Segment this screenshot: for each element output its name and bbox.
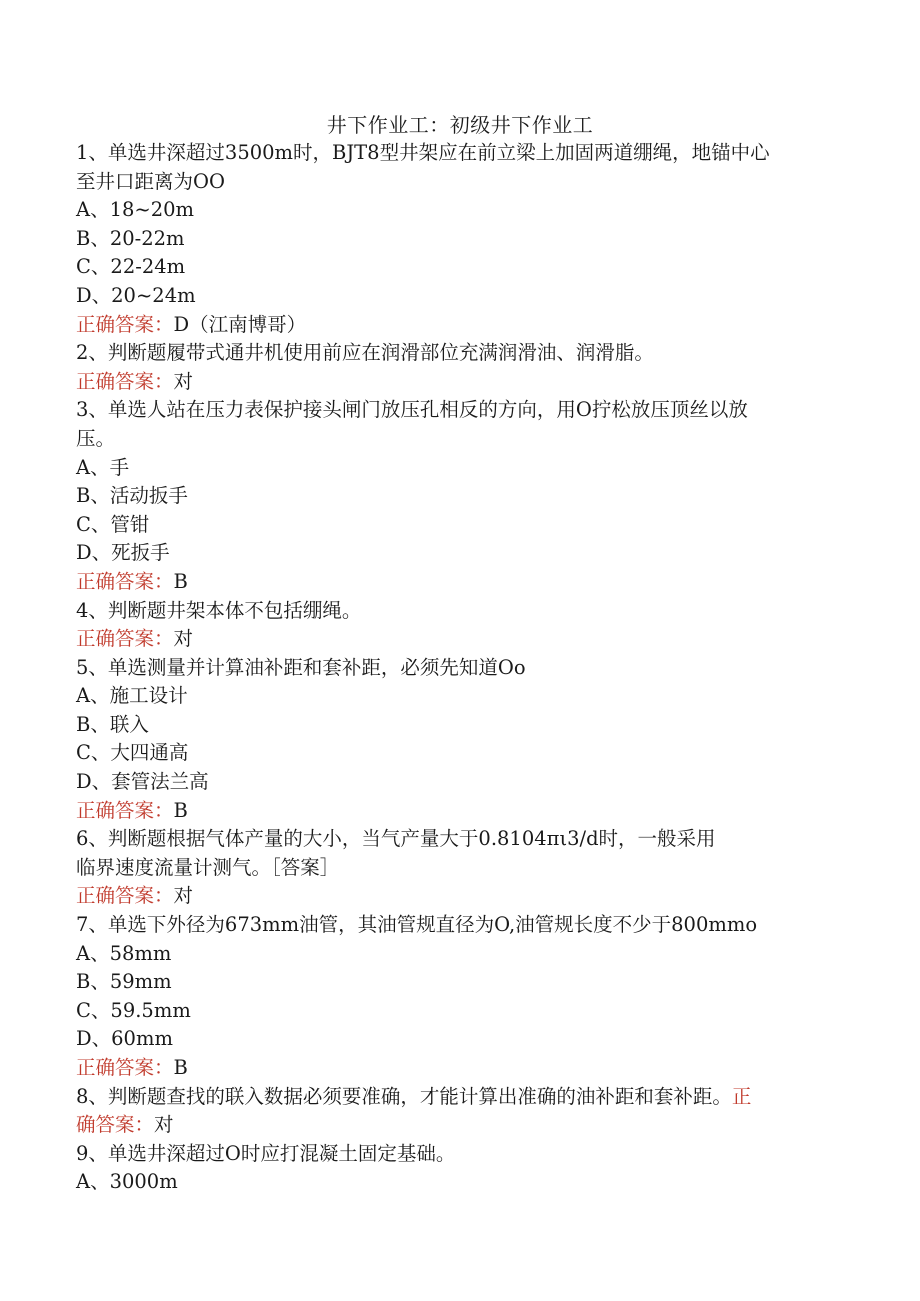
question-6-stem-line-2: 临界速度流量计测气。［答案］ [76,855,340,879]
question-3-option-b: B、活动扳手 [76,484,188,508]
answer-value: 对 [173,627,194,651]
answer-value: D（江南博哥） [173,312,307,336]
question-4-stem: 4、判断题井架本体不包括绷绳。 [76,598,362,622]
answer-label-part-1: 正 [731,1084,752,1108]
question-7-option-c: C、59.5mm [76,998,191,1022]
question-1-stem-line-1: 1、单选井深超过3500m时，BJT8型井架应在前立梁上加固两道绷绳，地锚中心 [76,141,770,164]
document-title: 井下作业工：初级井下作业工 [326,113,594,137]
question-5-option-a: A、施工设计 [76,684,188,708]
question-2-answer [76,368,846,397]
question-1-stem-line-2: 至井口距离为OO [76,169,225,193]
question-5-stem: 5、单选测量并计算油补距和套补距，必须先知道Oo [76,655,526,679]
question-3-option-a: A、手 [76,455,130,479]
question-1-option-b: B、20-22m [76,226,185,250]
question-8-stem: 8、判断题查找的联入数据必须要准确，才能计算出准确的油补距和套补距。 [76,1084,732,1108]
question-9 [76,1140,846,1197]
answer-label: 正确答案： [76,569,174,593]
answer-value: B [173,798,188,822]
question-5-option-b: B、联入 [76,712,149,736]
answer-value: 对 [154,1113,174,1137]
question-7-option-a: A、58mm [76,941,172,965]
answer-value: B [173,1056,188,1079]
question-7-option-b: B、59mm [76,970,172,994]
answer-label: 正确答案： [76,369,174,393]
question-6 [76,825,846,911]
answer-label: 正确答案： [76,798,174,822]
question-6-answer [76,882,846,911]
question-3-answer [76,568,846,597]
answer-label-part-2: 确答案： [76,1113,155,1137]
question-7-stem: 7、单选下外径为673mm油管，其油管规直径为O,油管规长度不少于800mmo [76,913,758,937]
question-3-stem-line-2: 压。 [76,426,116,450]
question-9-option-a: A、3000m [76,1170,178,1194]
question-7 [76,911,846,1083]
question-8 [76,1083,846,1140]
question-1-answer [76,311,846,340]
question-1-option-d: D、20~24m [76,283,196,307]
answer-label: 正确答案： [76,1056,174,1079]
question-3-option-c: C、管钳 [76,512,150,536]
question-4 [76,597,846,654]
question-3-stem-line-1: 3、单选人站在压力表保护接头闸门放压孔相反的方向，用O拧松放压顶丝以放 [76,398,748,422]
question-4-answer [76,625,846,654]
question-2 [76,339,846,396]
question-7-option-d: D、60mm [76,1027,173,1051]
question-5 [76,654,846,826]
question-1 [76,139,846,339]
question-1-option-a: A、18~20m [76,198,195,222]
answer-value: B [173,569,188,593]
answer-value: 对 [173,884,194,908]
answer-value: 对 [173,369,194,393]
question-6-stem-line-1: 6、判断题根据气体产量的大小，当气产量大于0.8104πι3/d时，一般采用 [76,827,716,851]
answer-label: 正确答案： [76,312,174,336]
question-list [76,139,846,1197]
question-8-answer [76,1111,846,1140]
question-1-option-c: C、22-24m [76,255,186,279]
question-2-stem: 2、判断题履带式通井机使用前应在润滑部位充满润滑油、润滑脂。 [76,341,654,365]
question-5-option-c: C、大四通高 [76,741,189,765]
question-3-option-d: D、死扳手 [76,541,170,565]
answer-label: 正确答案： [76,627,174,651]
question-3 [76,396,846,596]
question-5-answer [76,797,846,826]
question-5-option-d: D、套管法兰高 [76,770,209,794]
question-9-stem: 9、单选井深超过O时应打混凝土固定基础。 [76,1141,456,1165]
answer-label: 正确答案： [76,884,174,908]
question-7-answer [76,1054,846,1083]
question-8-stem-line-1 [76,1083,846,1112]
